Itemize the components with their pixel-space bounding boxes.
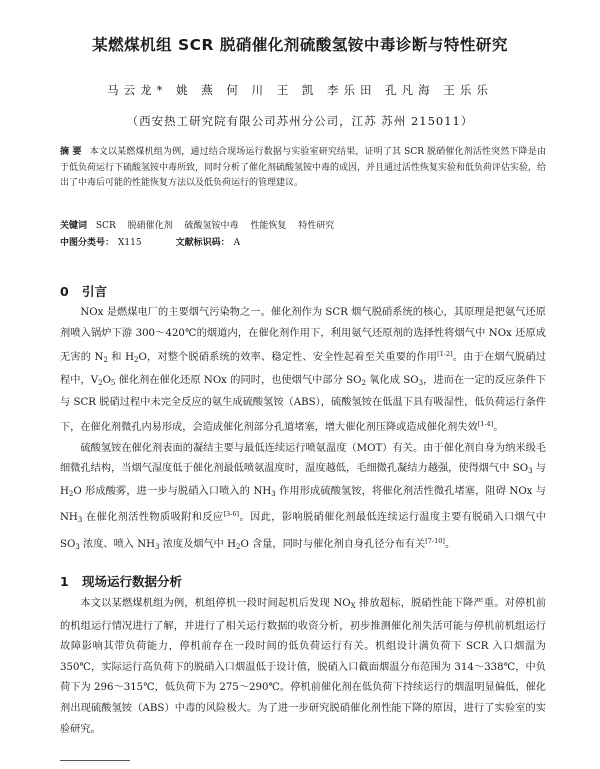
keyword: SCR bbox=[95, 221, 116, 231]
keyword: 硫酸氢铵中毒 bbox=[184, 221, 239, 231]
section-heading-intro bbox=[60, 282, 107, 300]
intro-paragraph-1: NOx 是燃煤电厂的主要烟气污染物之一。催化剂作为 SCR 烟气脱硝系统的核心，其原理是把氨气还原剂喷入锅炉下游 300～420℃的烟道内，在催化剂作用下，利用氨气还原剂的选择性将烟气中 NOx 还原成无害的 $N_2$ 和 $H_2O$，对整个脱硝系统的效率、稳定性、安全性起着至关重要的作用[1-2]。由于在烟气脱硝过程中，$V_2O_5$ 催化剂在催化还原 NOx 的同时，也使烟气中部分 $SO_2$ 氧化成 $SO_3$，进而在一定的反应条件下与 SCR 脱硝过程中未完全反应的氨生成硫酸氢铵（ABS），硫酸氢铵在低温下具有吸湿性，低负荷运行条件下，在催化剂微孔内易形成，会造成催化剂部分孔道堵塞，增大催化剂压降或造成催化剂失效[1-4]。 bbox=[60, 307, 547, 433]
citation: [1-4] bbox=[477, 419, 494, 428]
field-data-body bbox=[60, 594, 546, 740]
paper-title: 某燃煤机组 SCR 脱硝催化剂硫酸氢铵中毒诊断与特性研究 bbox=[92, 36, 508, 54]
author: 何 川 bbox=[226, 83, 269, 97]
field-data-paragraph-1: 本文以某燃煤机组为例，机组停机一段时间起机后发现 $NO_X$ 排放超标，脱硝性能下降严重。对停机前的机组运行情况进行了解，并进行了相关运行数据的收资分析，初步推测催化剂失活可能与停机前机组运行故障影响其带负荷能力，停机前存在一段时间的低负荷运行有关。机组设计满负荷下 SCR 入口烟温为 350℃，实际运行高负荷下的脱硝入口烟温低于设计值，脱硝入口截面烟温分布范围为 314～338℃，中负荷下为 296～315℃，低负荷下为 275～290℃。停机前催化剂在低负荷下持续运行的烟温明显偏低，催化剂出现硫酸氢铵（ABS）中毒的风险极大。为了进一步研究脱硝催化剂性能下降的原因，进行了实验室的实验研究。 bbox=[60, 598, 546, 735]
clc-value: X115 bbox=[118, 238, 142, 248]
author: 王乐乐 bbox=[443, 83, 493, 97]
section-number: 1 bbox=[60, 574, 69, 589]
affiliation: （西安热工研究院有限公司苏州分公司，江苏 苏州 215011） bbox=[126, 114, 474, 128]
author: 姚 燕 bbox=[176, 83, 218, 97]
doc-code-value: A bbox=[233, 238, 241, 248]
classification-line bbox=[60, 235, 546, 248]
keyword: 性能恢复 bbox=[250, 221, 287, 231]
citation: [1-2] bbox=[437, 350, 453, 359]
intro-paragraph-2: 硫酸氢铵在催化剂表面的凝结主要与最低连续运行喷氨温度（MOT）有关。由于催化剂自身为纳米级毛细微孔结构，当烟气湿度低于催化剂最低喷氨温度时，温度越低，毛细微孔凝结力越强，使得烟气中 $SO_3$ 与 $H_2O$ 形成酸雾，进一步与脱硝入口喷入的 $NH_3$ 作用形成硫酸氢铵，将催化剂活性微孔堵塞，阻碍 NOx 与 $NH_3$ 在催化剂活性物质吸附和反应[3-6]。因此，影响脱硝催化剂最低连续运行温度主要有脱硝入口烟气中 $SO_3$ 浓度、喷入 $NH_3$ 浓度及烟气中 $H_2O$ 含量，同时与催化剂自身孔径分布有关[7-10]。 bbox=[60, 442, 546, 551]
author: 王 凯 bbox=[276, 83, 319, 97]
author-list bbox=[60, 82, 540, 98]
abstract-text: 本文以某燃煤机组为例，通过结合现场运行数据与实验室研究结果，证明了其 SCR 脱硝催化剂活性突然下降是由于低负荷运行下硫酸氢铵中毒所致，同时分析了催化剂硫酸氢铵中毒的成因，并且通过活性恢复实验和低负荷评估实验，给出了中毒后可能的性能恢复方法以及低负荷运行的管理建议。 bbox=[60, 147, 547, 188]
clc-label: 中图分类号： bbox=[60, 238, 115, 248]
doc-code-label: 文献标识码： bbox=[175, 238, 230, 248]
keyword: 特性研究 bbox=[298, 221, 335, 231]
keyword: 脱硝催化剂 bbox=[127, 221, 173, 231]
abstract bbox=[60, 145, 546, 192]
section-heading-field-data bbox=[60, 572, 182, 590]
section-title: 引言 bbox=[82, 284, 108, 299]
footnote-divider bbox=[60, 760, 130, 761]
section-number: 0 bbox=[60, 284, 69, 299]
citation: [3-6] bbox=[223, 510, 240, 519]
keywords-label: 关键词 bbox=[60, 221, 88, 231]
citation: [7-10] bbox=[425, 536, 445, 545]
author: 孔凡海 bbox=[385, 83, 435, 97]
author: 李乐田 bbox=[327, 83, 377, 97]
intro-body bbox=[60, 303, 546, 558]
keywords bbox=[60, 218, 546, 231]
section-title: 现场运行数据分析 bbox=[82, 574, 183, 589]
author: 马云龙* bbox=[107, 83, 168, 97]
abstract-label: 摘 要 bbox=[60, 147, 82, 157]
